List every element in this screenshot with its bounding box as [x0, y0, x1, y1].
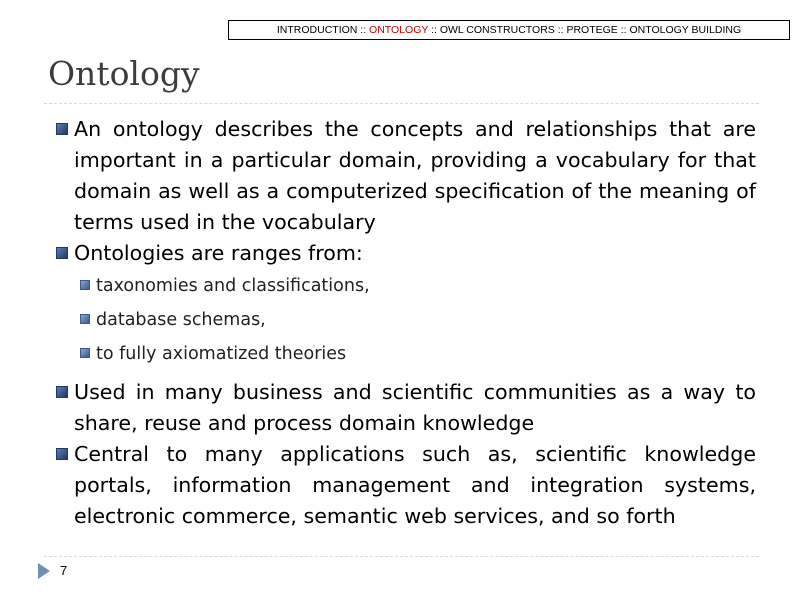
- square-bullet-icon: [80, 348, 90, 358]
- sub-bullet-item: [56, 269, 756, 303]
- nav-separator: ::: [554, 24, 567, 36]
- nav-separator: ::: [428, 24, 440, 36]
- square-bullet-icon: [56, 247, 68, 259]
- bullet-text: An ontology describes the concepts and relationships that are important in a particular domain, providing a vocabulary for that domain as well as a computerized specification of the meaning of terms used in the vocabulary: [74, 117, 756, 234]
- square-bullet-icon: [80, 314, 90, 324]
- nav-item-introduction[interactable]: INTRODUCTION: [276, 24, 358, 36]
- page-number: 7: [60, 563, 68, 578]
- bullet-text: Central to many applications such as, scientific knowledge portals, information management and integration systems, electronic commerce, semantic web services, and so forth: [74, 442, 756, 528]
- title-divider: [44, 103, 759, 104]
- slide-content: [56, 114, 756, 532]
- square-bullet-icon: [56, 123, 68, 135]
- nav-item-protege[interactable]: PROTEGE: [566, 24, 618, 36]
- nav-item-ontology[interactable]: ONTOLOGY: [369, 24, 429, 36]
- bullet-text: Ontologies are ranges from:: [74, 241, 363, 265]
- nav-item-ontology-building[interactable]: ONTOLOGY BUILDING: [629, 24, 742, 36]
- nav-separator: ::: [617, 24, 630, 36]
- sub-bullet-item: [56, 337, 756, 371]
- footer-divider: [44, 556, 759, 557]
- bullet-item: [56, 377, 756, 439]
- sub-bullet-text: database schemas,: [96, 310, 266, 330]
- bullet-item: [56, 439, 756, 532]
- bullet-item: [56, 114, 756, 238]
- slide-title: Ontology: [48, 54, 200, 93]
- square-bullet-icon: [56, 448, 68, 460]
- sub-bullet-text: to fully axiomatized theories: [96, 344, 347, 364]
- bullet-text: Used in many business and scientific communities as a way to share, reuse and process domain knowledge: [74, 380, 756, 435]
- triangle-right-icon: [38, 563, 50, 579]
- nav-separator: ::: [357, 24, 370, 36]
- section-nav-bar: [228, 20, 790, 40]
- square-bullet-icon: [80, 280, 90, 290]
- sub-bullet-text: taxonomies and classifications,: [96, 276, 370, 296]
- sub-bullet-item: [56, 303, 756, 337]
- square-bullet-icon: [56, 386, 68, 398]
- bullet-item: [56, 238, 756, 269]
- nav-item-owl-constructors[interactable]: OWL CONSTRUCTORS: [439, 24, 555, 36]
